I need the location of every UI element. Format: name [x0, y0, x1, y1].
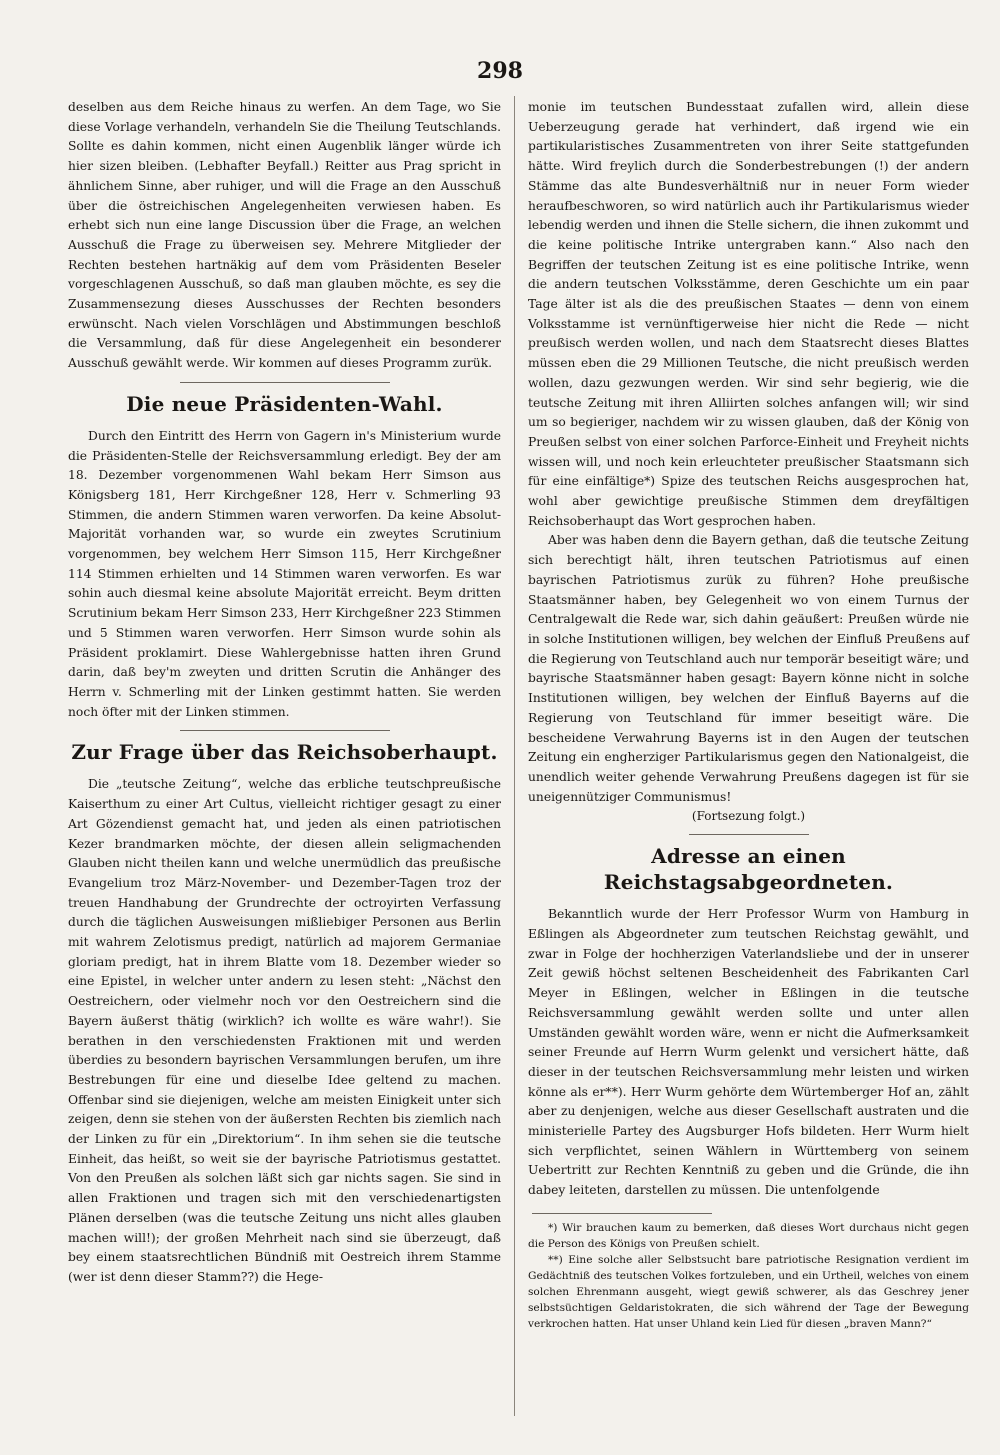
page-number: 298: [477, 58, 523, 84]
article-paragraph: Durch den Eintritt des Herrn von Gagern in's Ministerium wurde die Präsidenten-Stelle der Reichsversammlung erledigt. Bey der am 18. Dezember vorgenommenen Wahl bekam Herr Simson aus Königsberg 181, Herr Kirchgeßner 128, Herr v. Schmerling 93 Stimmen, die andern Stimmen waren verworfen. Da keine Absolut-Majorität vorhanden war, so wurde ein zweytes Scrutinium vorgenommen, bey welchem Herr Simson 115, Herr Kirchgeßner 114 Stimmen erhielten und 14 Stimmen waren verworfen. Es war sohin auch diesmal keine absolute Majorität erreicht. Beym dritten Scrutinium bekam Herr Simson 233, Herr Kirchgeßner 223 Stimmen und 5 Stimmen waren verworfen. Herr Simson wurde sohin als Präsident proklamirt. Diese Wahlergebnisse hatten ihren Grund darin, daß bey'm zweyten und dritten Scrutin die Anhänger des Herrn v. Schmerling mit der Linken gestimmt hatten. Sie werden noch öfter mit der Linken stimmen.: [68, 428, 501, 719]
footnote: **) Eine solche aller Selbstsucht bare patriotische Resignation verdient im Gedächtniß des teutschen Volkes fortzuleben, und ein Urtheil, welches von einem solchen Ehrenmann ausgeht, wiegt gewiß schwerer, als das Geschrey jener selbstsüchtigen Geldaristokraten, die sich während der Tage der Bewegung verkrochen hatten. Hat unser Uhland kein Lied für diesen „braven Mann?“: [528, 1253, 969, 1330]
section-divider: [180, 382, 390, 383]
article-paragraph: Aber was haben denn die Bayern gethan, daß die teutsche Zeitung sich berechtigt hält, ihren teutschen Patriotismus auf einen bayrischen Patriotismus zurük zu führen? Hohe preußische Staatsmänner haben, bey Gelegenheit wo von einem Turnus der Centralgewalt die Rede war, sich dahin geäußert: Preußen würde nie in solche Institutionen willigen, bey welchen der Einfluß Preußens auf die Regierung von Teutschland auch nur temporär beseitigt wäre; und bayrische Staatsmänner haben gesagt: Bayern könne nicht in solche Institutionen willigen, bey welchen der Einfluß Bayerns auf die Regierung von Teutschland für immer beseitigt wäre. Die bescheidene Verwahrung Bayerns ist in den Augen der teutschen Zeitung ein engherziger Partikularismus gegen den Nationalgeist, die unendlich weiter gehende Verwahrung Preußens dagegen ist für sie uneigennütziger Communismus!: [528, 533, 969, 804]
article-paragraph: Bekanntlich wurde der Herr Professor Wurm von Hamburg in Eßlingen als Abgeordneter zum teutschen Reichstag gewählt, und zwar in Folge der hochherzigen Vaterlandsliebe und der in unserer Zeit gewiß höchst seltenen Bescheidenheit des Fabrikanten Carl Meyer in Eßlingen, welcher in Eßlingen in die teutsche Reichsversammlung gewählt werden sollte und unter allen Umständen gewählt worden wäre, wenn er nicht die Aufmerksamkeit seiner Freunde auf Herrn Wurm gelenkt und versichert hätte, daß dieser in der teutschen Reichsversammlung mehr leisten und wirken könne als er**). Herr Wurm gehörte dem Würtemberger Hof an, zählt aber zu denjenigen, welche aus dieser Gesellschaft austraten und die ministerielle Partey des Augsburger Hofs bildeten. Herr Wurm hielt sich verpflichtet, seinen Wählern in Württemberg von seinem Uebertritt zur Rechten Kenntniß zu geben und die Gründe, die ihn dabey leiteten, darstellen zu müssen. Die untenfolgende: [528, 907, 969, 1198]
continuation-note: (Fortsezung folgt.): [691, 809, 806, 824]
section-heading: Die neue Präsidenten-Wahl.: [126, 391, 443, 416]
article-paragraph: Die „teutsche Zeitung“, welche das erbliche teutschpreußische Kaiserthum zu einer Art Cultus, vielleicht richtiger gesagt zu einer Art Gözendienst gemacht hat, und jeden als einen patriotischen Kezer brandmarken möchte, der diesen allein seligmachenden Glauben nicht theilen kann und welche unermüdlich das preußische Evangelium troz März-November- und Dezember-Tagen troz der treuen Handhabung der Grundrechte der octroyirten Verfassung durch die täglichen Ausweisungen mißliebiger Personen aus Berlin mit wahrem Zelotismus predigt, natürlich ad majorem Germaniae gloriam predigt, hat in ihrem Blatte vom 18. Dezember wieder so eine Epistel, in welcher unter andern zu lesen steht: „Nächst den Oestreichern, oder vielmehr noch vor den Oestreichern sind die Bayern äußerst thätig (wirklich? ich wollte es wäre wahr!). Sie berathen in den verschiedensten Fraktionen mit und werden überdies zu besondern bayrischen Versammlungen berufen, um ihre Bestrebungen für eine und dieselbe Idee geltend zu machen. Offenbar sind sie diejenigen, welche am meisten Einigkeit unter sich zeigen, denn sie stehen von der äußersten Rechten bis ziemlich nach der Linken zu für ein „Direktorium“. In ihm sehen sie die teutsche Einheit, das heißt, so weit sie der bayrische Patriotismus gestattet. Von den Preußen als solchen läßt sich gar nichts sagen. Sie sind in allen Fraktionen und tragen sich mit den verschiedenartigsten Plänen derselben (was die teutsche Zeitung uns nicht alles glauben machen will!); der großen Mehrheit nach sind sie überzeugt, daß bey einem staatsrechtlichen Bündniß mit Oestreich ihrem Stamme (wer ist denn dieser Stamm??) die Hege-: [68, 777, 501, 1284]
article-paragraph: monie im teutschen Bundesstaat zufallen wird, allein diese Ueberzeugung gerade hat verhindert, daß irgend wie ein partikularistisches Zusammentreten von ihrer Seite stattgefunden hätte. Wird freylich durch die Sonderbestrebungen (!) der andern Stämme das alte Bundesverhältniß nur in neuer Form wieder heraufbeschworen, so wird natürlich auch ihr Partikularismus wieder lebendig werden und ihnen die Stelle sichern, die ihnen zukommt und die keine politische Intrike untergraben kann.“ Also nach den Begriffen der teutschen Zeitung ist es eine politische Intrike, wenn die andern teutschen Volksstämme, deren Geschichte um ein paar Tage älter ist als die des preußischen Staates — denn von einem Volksstamme ist vernünftigerweise hier nicht die Rede — nicht preußisch werden wollen, und nach dem Staatsrecht dieses Blattes müssen eben die 29 Millionen Teutsche, die nicht preußisch werden wollen, dazu gezwungen werden. Wir sind sehr begierig, wie die teutsche Zeitung mit ihren Alliirten solches anfangen will; wir sind um so begieriger, nachdem wir zu wissen glauben, daß der König von Preußen selbst von einer solchen Parforce-Einheit und Freyheit nichts wissen will, und noch kein erleuchteter preußischer Staatsmann sich für eine einfältige*) Spize des teutschen Reichs ausgesprochen hat, wohl aber gewichtige preußische Stimmen dem dreyfältigen Reichsoberhaupt das Wort gesprochen haben.: [528, 100, 969, 528]
section-divider: [689, 834, 809, 835]
column-divider: [514, 96, 515, 1416]
article-paragraph: deselben aus dem Reiche hinaus zu werfen. An dem Tage, wo Sie diese Vorlage verhandeln, verhandeln Sie die Theilung Teutschlands. Sollte es dahin kommen, nicht einen Augenblik länger würde ich hier sizen bleiben. (Lebhafter Beyfall.) Reitter aus Prag spricht in ähnlichem Sinne, aber ruhiger, und will die Frage an den Ausschuß über die östreichischen Angelegenheiten verwiesen haben. Es erhebt sich nun eine lange Discussion über die Frage, an welchen Ausschuß die Frage zu überweisen sey. Mehrere Mitglieder der Rechten bestehen hartnäkig auf dem vom Präsidenten Beseler vorgeschlagenen Ausschuß, so daß man glauben möchte, es sey die Zusammensezung dieses Ausschusses der Rechten besonders erwünscht. Nach vielen Vorschlägen und Abstimmungen beschloß die Versammlung, daß für diese Angelegenheit ein besonderer Ausschuß gewählt werde. Wir kommen auf dieses Programm zurük.: [68, 100, 501, 371]
left-column: [68, 98, 501, 1288]
section-heading: Adresse an einen Reichstagsabgeordneten.: [603, 844, 894, 895]
section-divider: [180, 730, 390, 731]
footnote: *) Wir brauchen kaum zu bemerken, daß dieses Wort durchaus nicht gegen die Person des Königs von Preußen schielt.: [528, 1221, 969, 1250]
right-column: [528, 98, 969, 1332]
footnote-rule: [532, 1213, 712, 1214]
section-heading: Zur Frage über das Reichsoberhaupt.: [71, 740, 498, 765]
